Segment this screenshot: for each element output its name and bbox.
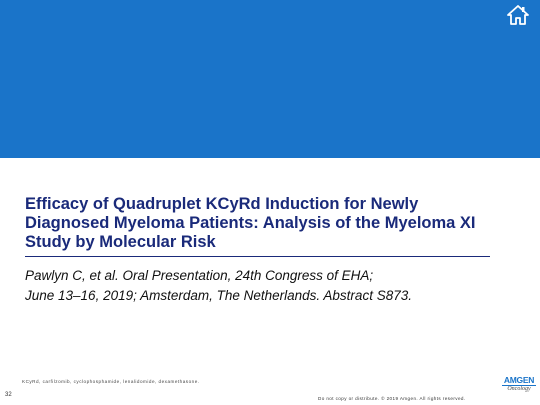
header-banner [0, 0, 540, 158]
logo-underline [502, 385, 536, 386]
citation-line-1: Pawlyn C, et al. Oral Presentation, 24th Congress of EHA; [25, 268, 374, 283]
citation-line-2: June 13–16, 2019; Amsterdam, The Netherlands. Abstract S873. [25, 288, 412, 303]
title-divider [25, 256, 490, 257]
logo-name: AMGEN [503, 375, 535, 385]
abbreviation-footnote: KCyRd, carfilzomib, cyclophosphamide, lenalidomide, dexamethasone. [22, 379, 200, 384]
citation [25, 266, 505, 306]
home-button[interactable] [506, 4, 530, 26]
copyright-notice: Do not copy or distribute. © 2019 Amgen. All rights reserved. [318, 396, 466, 401]
logo-subtitle: Oncology [507, 386, 531, 392]
page-number: 32 [5, 392, 12, 398]
slide-title: Efficacy of Quadruplet KCyRd Induction for Newly Diagnosed Myeloma Patients: Analysis of the Myeloma XI Study by Molecular Risk [25, 195, 476, 251]
amgen-logo [500, 376, 538, 402]
home-icon [506, 4, 530, 26]
